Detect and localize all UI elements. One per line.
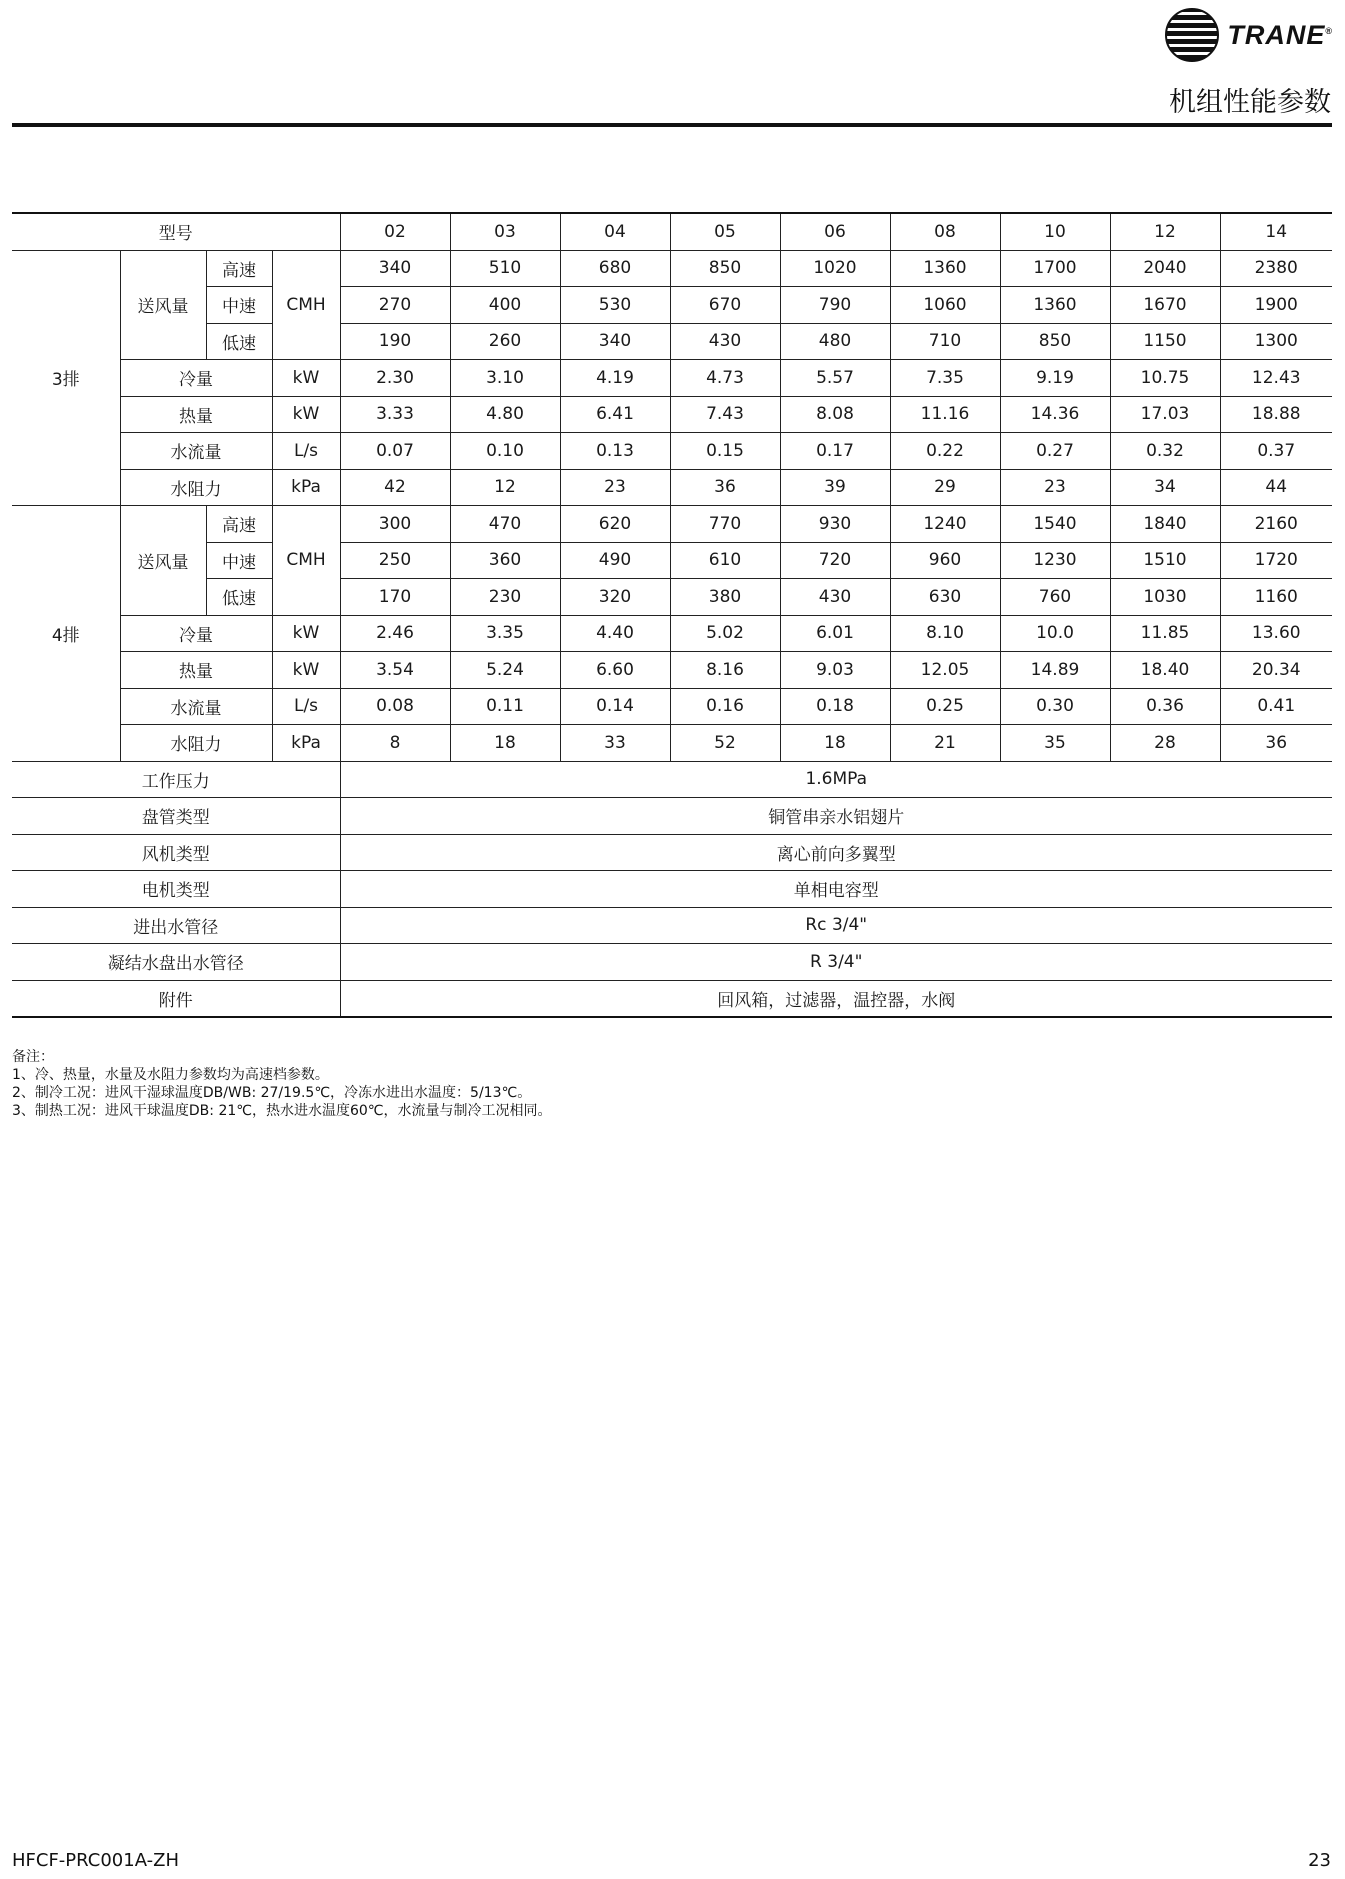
model-header: 12 [1110,213,1220,250]
value-cell: 39 [780,469,890,506]
value-cell: 6.60 [560,652,670,689]
spec-label: 工作压力 [12,761,340,798]
model-header: 06 [780,213,890,250]
value-cell: 0.15 [670,433,780,470]
value-cell: 2.46 [340,615,450,652]
performance-table [12,212,1332,1018]
unit-cell: L/s [272,433,340,470]
section-label: 4排 [12,506,120,762]
value-cell: 320 [560,579,670,616]
spec-label: 附件 [12,980,340,1017]
value-cell: 0.32 [1110,433,1220,470]
table-row [12,323,1332,360]
value-cell: 8 [340,725,450,762]
value-cell: 1060 [890,287,1000,324]
note-item: 1、冷、热量，水量及水阻力参数均为高速档参数。 [12,1067,329,1083]
table-header-row [12,213,1332,250]
value-cell: 13.60 [1220,615,1332,652]
value-cell: 0.07 [340,433,450,470]
spec-value: Rc 3/4" [340,907,1332,944]
value-cell: 710 [890,323,1000,360]
value-cell: 52 [670,725,780,762]
value-cell: 9.19 [1000,360,1110,397]
value-cell: 670 [670,287,780,324]
value-cell: 1030 [1110,579,1220,616]
airflow-label: 送风量 [120,250,206,360]
table-row [12,396,1332,433]
value-cell: 1670 [1110,287,1220,324]
value-cell: 1700 [1000,250,1110,287]
value-cell: 4.80 [450,396,560,433]
value-cell: 17.03 [1110,396,1220,433]
value-cell: 510 [450,250,560,287]
value-cell: 33 [560,725,670,762]
value-cell: 530 [560,287,670,324]
value-cell: 400 [450,287,560,324]
value-cell: 29 [890,469,1000,506]
value-cell: 930 [780,506,890,543]
spec-label: 电机类型 [12,871,340,908]
value-cell: 270 [340,287,450,324]
value-cell: 7.35 [890,360,1000,397]
value-cell: 8.16 [670,652,780,689]
value-cell: 21 [890,725,1000,762]
model-header: 03 [450,213,560,250]
value-cell: 0.27 [1000,433,1110,470]
value-cell: 630 [890,579,1000,616]
spec-value: 回风箱，过滤器，温控器，水阀 [340,980,1332,1017]
value-cell: 0.14 [560,688,670,725]
spec-label: 凝结水盘出水管径 [12,944,340,981]
row-label: 冷量 [120,615,272,652]
value-cell: 480 [780,323,890,360]
speed-label: 中速 [206,287,272,324]
value-cell: 14.89 [1000,652,1110,689]
value-cell: 1510 [1110,542,1220,579]
value-cell: 0.13 [560,433,670,470]
value-cell: 1150 [1110,323,1220,360]
row-label: 水流量 [120,433,272,470]
value-cell: 380 [670,579,780,616]
value-cell: 44 [1220,469,1332,506]
value-cell: 430 [670,323,780,360]
model-label: 型号 [12,213,340,250]
unit-cell: kW [272,396,340,433]
value-cell: 1720 [1220,542,1332,579]
table-row [12,433,1332,470]
row-label: 水阻力 [120,725,272,762]
value-cell: 1360 [890,250,1000,287]
model-header: 02 [340,213,450,250]
value-cell: 770 [670,506,780,543]
value-cell: 10.0 [1000,615,1110,652]
table-row [12,579,1332,616]
spec-row [12,944,1332,981]
value-cell: 23 [1000,469,1110,506]
value-cell: 300 [340,506,450,543]
value-cell: 1020 [780,250,890,287]
value-cell: 8.08 [780,396,890,433]
table-row [12,615,1332,652]
model-header: 08 [890,213,1000,250]
spec-label: 风机类型 [12,834,340,871]
value-cell: 1230 [1000,542,1110,579]
value-cell: 6.01 [780,615,890,652]
value-cell: 12 [450,469,560,506]
spec-row [12,834,1332,871]
unit-cell: kW [272,652,340,689]
table-row [12,725,1332,762]
value-cell: 36 [1220,725,1332,762]
trane-logo [1165,8,1333,62]
value-cell: 260 [450,323,560,360]
unit-cell: L/s [272,688,340,725]
spec-row [12,907,1332,944]
spec-value: R 3/4" [340,944,1332,981]
value-cell: 620 [560,506,670,543]
value-cell: 0.30 [1000,688,1110,725]
value-cell: 14.36 [1000,396,1110,433]
spec-value: 1.6MPa [340,761,1332,798]
model-header: 05 [670,213,780,250]
value-cell: 4.73 [670,360,780,397]
value-cell: 2160 [1220,506,1332,543]
unit-cell: kW [272,360,340,397]
value-cell: 760 [1000,579,1110,616]
speed-label: 低速 [206,579,272,616]
value-cell: 5.24 [450,652,560,689]
spec-row [12,980,1332,1017]
value-cell: 340 [560,323,670,360]
table-row [12,250,1332,287]
value-cell: 790 [780,287,890,324]
spec-label: 进出水管径 [12,907,340,944]
value-cell: 28 [1110,725,1220,762]
table-row [12,287,1332,324]
spec-value: 离心前向多翼型 [340,834,1332,871]
spec-value: 单相电容型 [340,871,1332,908]
value-cell: 3.54 [340,652,450,689]
value-cell: 11.85 [1110,615,1220,652]
value-cell: 0.36 [1110,688,1220,725]
table-row [12,542,1332,579]
value-cell: 0.18 [780,688,890,725]
page-title: 机组性能参数 [1169,87,1331,118]
model-header: 04 [560,213,670,250]
speed-label: 中速 [206,542,272,579]
speed-label: 低速 [206,323,272,360]
value-cell: 36 [670,469,780,506]
value-cell: 0.25 [890,688,1000,725]
value-cell: 5.57 [780,360,890,397]
value-cell: 960 [890,542,1000,579]
table-row [12,506,1332,543]
row-label: 热量 [120,396,272,433]
spec-row [12,798,1332,835]
table-row [12,688,1332,725]
value-cell: 340 [340,250,450,287]
value-cell: 18 [780,725,890,762]
value-cell: 1540 [1000,506,1110,543]
value-cell: 3.33 [340,396,450,433]
notes-heading: 备注： [12,1049,54,1065]
value-cell: 190 [340,323,450,360]
value-cell: 3.10 [450,360,560,397]
spec-label: 盘管类型 [12,798,340,835]
unit-cell: kW [272,615,340,652]
airflow-unit: CMH [272,506,340,616]
value-cell: 1300 [1220,323,1332,360]
airflow-label: 送风量 [120,506,206,616]
value-cell: 18.88 [1220,396,1332,433]
value-cell: 0.11 [450,688,560,725]
value-cell: 250 [340,542,450,579]
title-divider [12,123,1332,127]
speed-label: 高速 [206,250,272,287]
value-cell: 230 [450,579,560,616]
value-cell: 10.75 [1110,360,1220,397]
value-cell: 34 [1110,469,1220,506]
value-cell: 0.41 [1220,688,1332,725]
value-cell: 720 [780,542,890,579]
logo-text: TRANE® [1227,19,1333,50]
value-cell: 4.19 [560,360,670,397]
value-cell: 2040 [1110,250,1220,287]
value-cell: 8.10 [890,615,1000,652]
value-cell: 0.37 [1220,433,1332,470]
value-cell: 3.35 [450,615,560,652]
value-cell: 9.03 [780,652,890,689]
table-row [12,652,1332,689]
value-cell: 0.08 [340,688,450,725]
section-label: 3排 [12,250,120,506]
table-row [12,360,1332,397]
document-code: HFCF-PRC001A-ZH [12,1850,179,1871]
row-label: 水流量 [120,688,272,725]
row-label: 热量 [120,652,272,689]
value-cell: 42 [340,469,450,506]
value-cell: 1360 [1000,287,1110,324]
value-cell: 5.02 [670,615,780,652]
page-number: 23 [1308,1850,1331,1871]
value-cell: 12.05 [890,652,1000,689]
unit-cell: kPa [272,469,340,506]
value-cell: 1900 [1220,287,1332,324]
value-cell: 1240 [890,506,1000,543]
value-cell: 0.10 [450,433,560,470]
value-cell: 20.34 [1220,652,1332,689]
row-label: 水阻力 [120,469,272,506]
model-header: 14 [1220,213,1332,250]
value-cell: 490 [560,542,670,579]
value-cell: 170 [340,579,450,616]
value-cell: 12.43 [1220,360,1332,397]
value-cell: 850 [670,250,780,287]
value-cell: 0.22 [890,433,1000,470]
value-cell: 680 [560,250,670,287]
value-cell: 35 [1000,725,1110,762]
value-cell: 0.17 [780,433,890,470]
value-cell: 11.16 [890,396,1000,433]
value-cell: 470 [450,506,560,543]
table-row [12,469,1332,506]
value-cell: 23 [560,469,670,506]
speed-label: 高速 [206,506,272,543]
value-cell: 360 [450,542,560,579]
airflow-unit: CMH [272,250,340,360]
value-cell: 610 [670,542,780,579]
value-cell: 6.41 [560,396,670,433]
trane-logo-icon [1165,8,1219,62]
spec-row [12,871,1332,908]
notes [12,1048,552,1120]
value-cell: 18 [450,725,560,762]
spec-row [12,761,1332,798]
model-header: 10 [1000,213,1110,250]
value-cell: 850 [1000,323,1110,360]
value-cell: 7.43 [670,396,780,433]
value-cell: 1160 [1220,579,1332,616]
value-cell: 2.30 [340,360,450,397]
value-cell: 4.40 [560,615,670,652]
row-label: 冷量 [120,360,272,397]
note-item: 3、制热工况：进风干球温度DB: 21℃，热水进水温度60℃，水流量与制冷工况相同。 [12,1103,552,1119]
value-cell: 0.16 [670,688,780,725]
note-item: 2、制冷工况：进风干湿球温度DB/WB: 27/19.5℃，冷冻水进出水温度：5/13℃。 [12,1085,532,1101]
value-cell: 18.40 [1110,652,1220,689]
value-cell: 1840 [1110,506,1220,543]
spec-value: 铜管串亲水铝翅片 [340,798,1332,835]
value-cell: 430 [780,579,890,616]
unit-cell: kPa [272,725,340,762]
value-cell: 2380 [1220,250,1332,287]
